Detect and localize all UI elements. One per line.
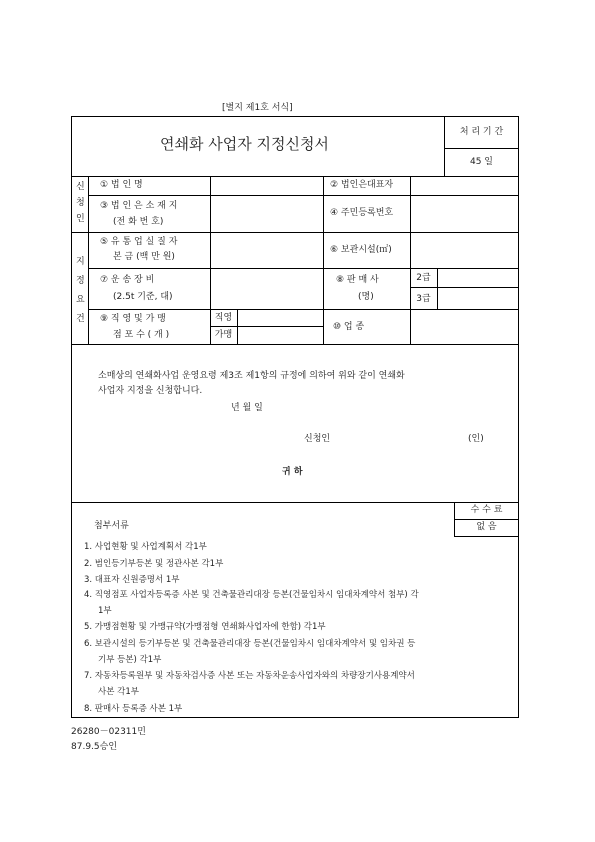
applicant-section-char: 인: [76, 214, 85, 224]
frame-bottom: [71, 717, 519, 718]
franchise-store-input[interactable]: [238, 327, 323, 344]
applicant-section-char: 청: [76, 198, 85, 208]
attachment-item: 3. 대표자 신원증명서 1부: [84, 575, 180, 585]
processing-period-label: 처 리 기 간: [459, 127, 504, 137]
date-line: 년 월 일: [231, 403, 263, 413]
fee-label: 수 수 료: [470, 505, 503, 515]
form-code: 26280－02311민: [71, 727, 146, 737]
attachment-item: 1. 사업현황 및 사업계획서 각1부: [84, 542, 207, 552]
franchise-store-label: 가맹: [214, 330, 233, 340]
grade2-input[interactable]: [438, 269, 518, 287]
grid-line: [88, 176, 89, 344]
corp-address-label: ③ 법 인 은 소 재 지: [100, 201, 178, 211]
addressee: 귀 하: [282, 467, 303, 477]
requirements-section-char: 정: [76, 276, 85, 286]
title-divider: [444, 116, 445, 176]
statement-line: 사업자 지정을 신청합니다.: [98, 386, 203, 396]
resident-no-input[interactable]: [411, 196, 518, 232]
form-number-label: [별지 제1호 서식]: [222, 103, 293, 113]
vehicles-input[interactable]: [211, 269, 323, 309]
capital-input[interactable]: [211, 233, 323, 268]
grid-line: [454, 519, 519, 520]
attachment-item-cont: 기부 등본) 각1부: [98, 655, 162, 665]
storage-input[interactable]: [411, 233, 518, 268]
requirements-section-char: 요: [76, 295, 85, 305]
attachment-item: 4. 직영점포 사업자등록증 사본 및 건축물관리대장 등본(건물임차시 임대차계약서 첨부) 각: [84, 590, 419, 600]
vehicles-label: ⑦ 운 송 장 비: [100, 275, 155, 285]
grid-line: [71, 502, 519, 503]
capital-label: ⑤ 유 통 업 실 질 자: [100, 237, 178, 247]
page-title: 연쇄화 사업자 지정신청서: [160, 135, 329, 153]
grid-line: [71, 344, 519, 345]
corp-rep-label: ② 법인은대표자: [330, 180, 394, 190]
business-type-label: ⑩ 업 종: [333, 322, 365, 332]
processing-period-value: 45 일: [469, 157, 493, 167]
sellers-unit-label: (명): [358, 292, 374, 302]
vehicles-unit-label: (2.5t 기준, 대): [113, 292, 173, 302]
attachment-item: 2. 범인등기부등본 및 정관사본 각1부: [84, 559, 224, 569]
requirements-section-char: 지: [76, 257, 85, 267]
stores-label: ⑨ 직 영 및 가 맹: [100, 314, 166, 324]
seal-mark: (인): [468, 434, 484, 444]
applicant-label: 신청인: [304, 434, 331, 444]
attachment-item-cont: 사본 각1부: [98, 687, 139, 697]
attachment-item-cont: 1부: [98, 606, 112, 616]
frame-left: [71, 116, 72, 718]
grid-line: [454, 536, 519, 537]
requirements-section-char: 건: [76, 314, 85, 324]
frame-right: [518, 116, 519, 718]
storage-label: ⑥ 보관시설(㎡): [330, 245, 392, 255]
approval-date: 87.9.5승인: [71, 742, 118, 752]
grade3-label: 3급: [416, 294, 431, 304]
attachment-item: 6. 보관시설의 등기부등본 및 건축물관리대장 등본(건물임차시 임대차계약서 및 임차권 등: [84, 639, 416, 649]
stores-unit-label: 점 포 수 ( 개 ): [113, 330, 170, 340]
applicant-section-char: 신: [76, 182, 85, 192]
corp-rep-input[interactable]: [411, 177, 518, 195]
attachment-item: 8. 판매사 등록증 사본 1부: [84, 704, 183, 714]
frame-top: [71, 116, 519, 117]
attachments-heading: 첨부서류: [94, 521, 129, 531]
attachment-item: 7. 자동차등록원부 및 자동차검사증 사본 또는 자동차운송사업자와의 차량장기사용계약서: [84, 671, 415, 681]
grid-line: [323, 176, 324, 344]
direct-store-input[interactable]: [238, 310, 323, 326]
statement-line: 소매상의 연쇄화사업 운영요령 제3조 제1항의 규정에 의하여 위와 같이 연쇄화: [98, 371, 405, 381]
direct-store-label: 직영: [214, 313, 233, 323]
grade2-label: 2급: [416, 273, 431, 283]
business-type-input[interactable]: [411, 310, 518, 344]
corp-name-input[interactable]: [211, 177, 323, 195]
attachment-item: 5. 가맹점현황 및 가맹규약(가맹점형 연쇄화사업자에 한함) 각1부: [84, 622, 326, 632]
sellers-label: ⑧ 판 매 사: [336, 275, 379, 285]
processing-divider: [444, 148, 518, 149]
phone-label: (전 화 번 호): [113, 217, 164, 227]
capital-unit-label: 본 금 (백 만 원): [113, 252, 175, 262]
fee-value: 없 음: [476, 522, 497, 532]
corp-address-input[interactable]: [211, 196, 323, 232]
grade3-input[interactable]: [438, 288, 518, 309]
corp-name-label: ① 법 인 명: [100, 180, 143, 190]
resident-no-label: ④ 주민등록번호: [330, 208, 394, 218]
